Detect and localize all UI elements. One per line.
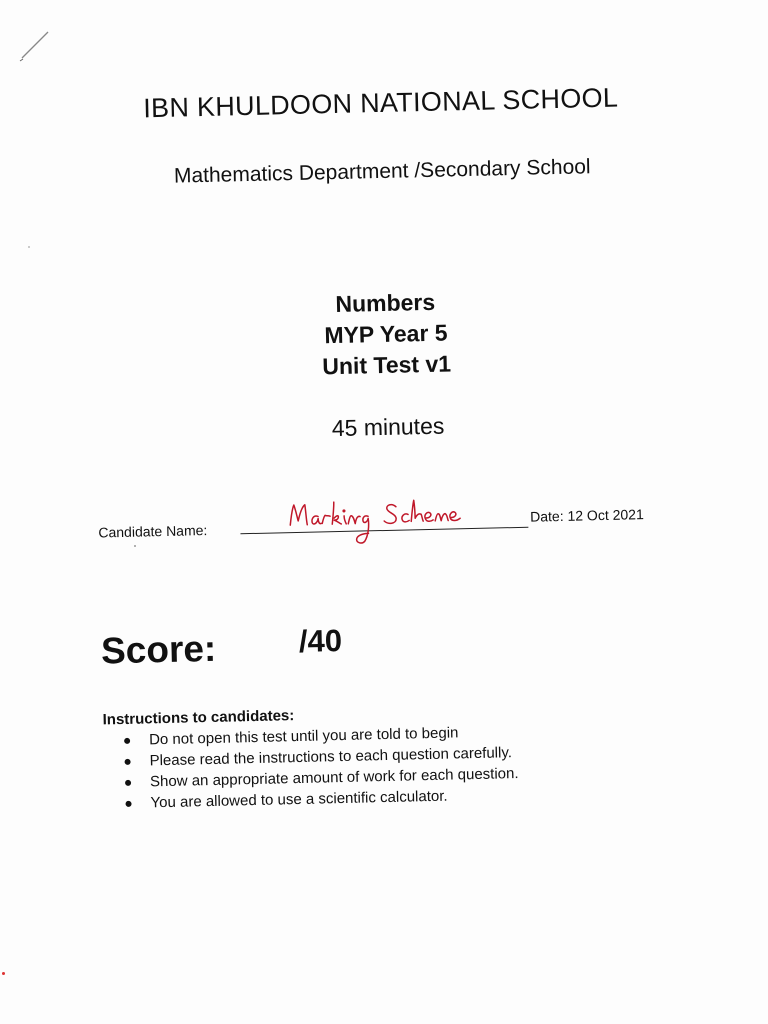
bullet-icon — [124, 738, 130, 744]
instructions-heading: Instructions to candidates: — [102, 707, 295, 729]
bullet-icon — [125, 759, 131, 765]
score-label: Score: — [100, 627, 217, 672]
instruction-text: Do not open this test until you are told to begin — [148, 724, 459, 749]
test-date: Date: 12 Oct 2021 — [529, 506, 644, 525]
instruction-text: You are allowed to use a scientific calculator. — [150, 787, 448, 812]
instruction-text: Please read the instructions to each question carefully. — [149, 744, 513, 770]
bullet-icon — [125, 801, 131, 807]
test-version: Unit Test v1 — [322, 350, 452, 380]
paper-speck — [2, 972, 5, 975]
test-year: MYP Year 5 — [324, 319, 448, 349]
paper-speck — [134, 545, 136, 547]
test-duration: 45 minutes — [331, 412, 445, 442]
test-title-block — [235, 285, 537, 385]
candidate-name-label: Candidate Name: — [98, 522, 208, 541]
bullet-icon — [125, 780, 131, 786]
school-name: IBN KHULDOON NATIONAL SCHOOL — [142, 82, 619, 124]
handwritten-candidate-name — [284, 495, 475, 551]
paper-speck — [28, 246, 30, 248]
department-name: Mathematics Department /Secondary School — [173, 155, 591, 188]
instruction-text: Show an appropriate amount of work for each question. — [149, 765, 519, 791]
test-subject: Numbers — [335, 288, 436, 318]
score-total: /40 — [298, 622, 343, 659]
instructions-list — [109, 721, 519, 814]
